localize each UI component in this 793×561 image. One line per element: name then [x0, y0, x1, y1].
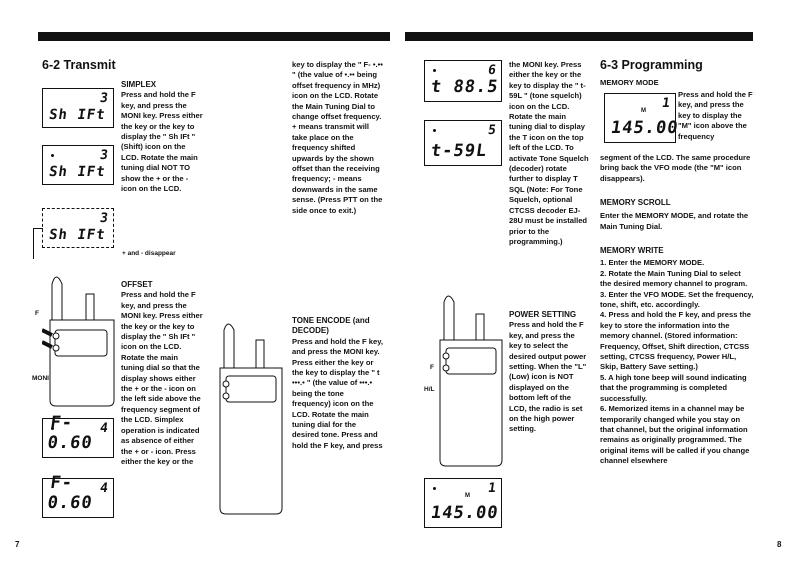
lcd-dot [51, 154, 54, 157]
lcd-dot [433, 69, 436, 72]
lcd-text: 145.00 [429, 503, 500, 523]
text-column-tone-cont [509, 60, 589, 247]
lcd-tone-1 [424, 60, 502, 102]
text-column-offset [121, 280, 203, 467]
lcd-dot [433, 487, 436, 490]
lcd-digit: 3 [99, 211, 110, 226]
text-column-simplex [121, 80, 203, 194]
radio-illustration-right [432, 290, 510, 470]
lcd-memory [604, 93, 680, 143]
lcd-digit: 4 [99, 481, 110, 496]
memory-write-item: 3. Enter the VFO MODE. Set the frequency, tone, shift, etc. accordingly. [600, 289, 754, 310]
lcd-digit: 6 [487, 63, 498, 78]
lcd-text: Sh IFt [47, 227, 107, 243]
text-column-tone [292, 316, 384, 451]
lcd-text: t-59L [429, 141, 489, 161]
heading-memory-mode: MEMORY MODE [600, 78, 659, 87]
label-f-right: F [430, 364, 434, 371]
memory-write-item: 1. Enter the MEMORY MODE. [600, 258, 705, 268]
section-title-programming: 6-3 Programming [600, 58, 703, 72]
memory-scroll-text: Enter the MEMORY MODE, and rotate the Main Tuning Dial. [600, 211, 749, 231]
memory-write-item: 4. Press and hold the F key, and press the key to store the information into the memory channel. (Stored information: Frequency, Offset, Shift direction, CTCSS setting, CTCSS frequency, Power H/L, Skip, Battery Save setting.) [600, 310, 751, 372]
lcd-text: Sh IFt [47, 107, 107, 123]
lcd-m-indicator: M [465, 493, 470, 499]
heading-offset: OFFSET [121, 280, 153, 289]
page-number-left: 7 [15, 540, 20, 549]
lcd-text: t 88.5 [429, 77, 500, 97]
text-column-power [509, 310, 589, 435]
lcd-digit: 1 [487, 481, 498, 496]
lcd-shift-2 [42, 145, 114, 185]
memory-scroll-section [600, 198, 754, 232]
lcd-digit: 5 [487, 123, 498, 138]
lcd-text: 145.00 [609, 118, 680, 138]
bracket-line [33, 228, 43, 259]
simplex-text: Press and hold the F key, and press the MONI key. Press either the key or the key to display the " Sh IFt " (Shift) icon on the LCD. Rotate the main tuning dial NOT TO show the + or the - icon on the LCD. [121, 90, 203, 194]
lcd-digit: 1 [661, 96, 672, 111]
heading-memory-scroll: MEMORY SCROLL [600, 198, 671, 207]
memory-write-section [600, 246, 754, 467]
heading-memory-write: MEMORY WRITE [600, 246, 664, 255]
memory-mode-text-wide [600, 153, 754, 184]
tone-cont-text: the MONI key. Press either the key or the key to display the " t-59L " (tone squelch) icon on the LCD. Rotate the main tuning dial to display the T icon on the top left of the LCD. To activate Tone Squelch (decoder) rotate further to display T SQL (Note: For Tone Squelch, optional CTCSS decoder EJ-28U must be installed prior to the programming.) [509, 60, 589, 246]
lcd-offset-2 [42, 473, 114, 518]
heading-power: POWER SETTING [509, 310, 577, 319]
header-bar-right [405, 32, 753, 41]
lcd-digit: 4 [99, 421, 110, 436]
section-title-transmit: 6-2 Transmit [42, 58, 116, 72]
memory-mode-text-1: Press and hold the F key, and press the key to display the "M" icon above the frequency [678, 90, 753, 141]
memory-mode-text-2: segment of the LCD. The same procedure bring back the VFO mode (the "M" icon disappears). [600, 153, 751, 183]
memory-write-item: 2. Rotate the Main Tuning Dial to select the desired memory channel to program. [600, 268, 748, 289]
lcd-shift-1 [42, 88, 114, 128]
lcd-power [424, 478, 502, 528]
lcd-text: F-0.60 [46, 413, 94, 453]
lcd-shift-3 [42, 208, 114, 248]
lcd-tone-2 [424, 120, 502, 166]
lcd-text: Sh IFt [47, 164, 107, 180]
text-column-offset-cont [292, 60, 384, 216]
header-bar-left [38, 32, 390, 41]
offset-cont-text: key to display the " F- •.•• " (the value of •.•• being offset frequency in MHz) icon on the LCD. Rotate the Main Tuning Dial to change offset frequency. + means transmit will take place on the frequency shifted upwards by the shown offset than the receiving frequency; - means downwards in the same sense. (Press PTT on the side once to exit.) [292, 60, 383, 215]
lcd-offset-1 [42, 413, 114, 458]
radio-illustration-left [42, 268, 122, 408]
lcd-m-indicator: M [641, 108, 646, 114]
lcd-dot [433, 129, 436, 132]
offset-text: Press and hold the F key, and press the MONI key. Press either the key or the key to display the " Sh IFt " icon on the LCD. Rotate the main tuning dial so that the display shows either the + or the - icon on the left side above the frequency segment of the LCD. Simplex operation is indicated as absence of either the + or - icon. Press either the key or the [121, 290, 203, 466]
label-f-left: F [35, 310, 39, 317]
lcd-digit: 3 [99, 148, 110, 163]
radio-illustration-middle [212, 318, 290, 518]
memory-mode-text-narrow [678, 90, 754, 142]
heading-simplex: SIMPLEX [121, 80, 157, 89]
lcd-text: F-0.60 [46, 473, 94, 513]
heading-tone: TONE ENCODE (and DECODE) [292, 316, 370, 336]
memory-write-item: 5. A high tone beep will sound indicating that the programming is completed successfully. [600, 372, 747, 403]
label-moni-left: MONI [32, 375, 49, 382]
caption-disappear: + and - disappear [122, 250, 176, 257]
tone-text: Press and hold the F key, and press the MONI key. Press either the key or the key to display the " t •••.• " (the value of •••.• being the tone frequency) icon on the LCD. Rotate the main tuning dial for the desired tone. Press and hold the F key, and press [292, 336, 384, 450]
memory-write-item: 6. Memorized items in a channel may be temporarily changed while you stay on that channel, but the original information remains as originally programmed. The original items will be called if you change channel elsewhere [600, 404, 750, 466]
page-number-right: 8 [777, 540, 782, 549]
power-text: Press and hold the F key, and press the key to select the desired output power setting. When the "L" (Low) icon is NOT displayed on the bottom left of the LCD, the radio is set on the high power setting. [509, 320, 587, 434]
lcd-digit: 3 [99, 91, 110, 106]
label-hl-right: H/L [424, 386, 435, 393]
